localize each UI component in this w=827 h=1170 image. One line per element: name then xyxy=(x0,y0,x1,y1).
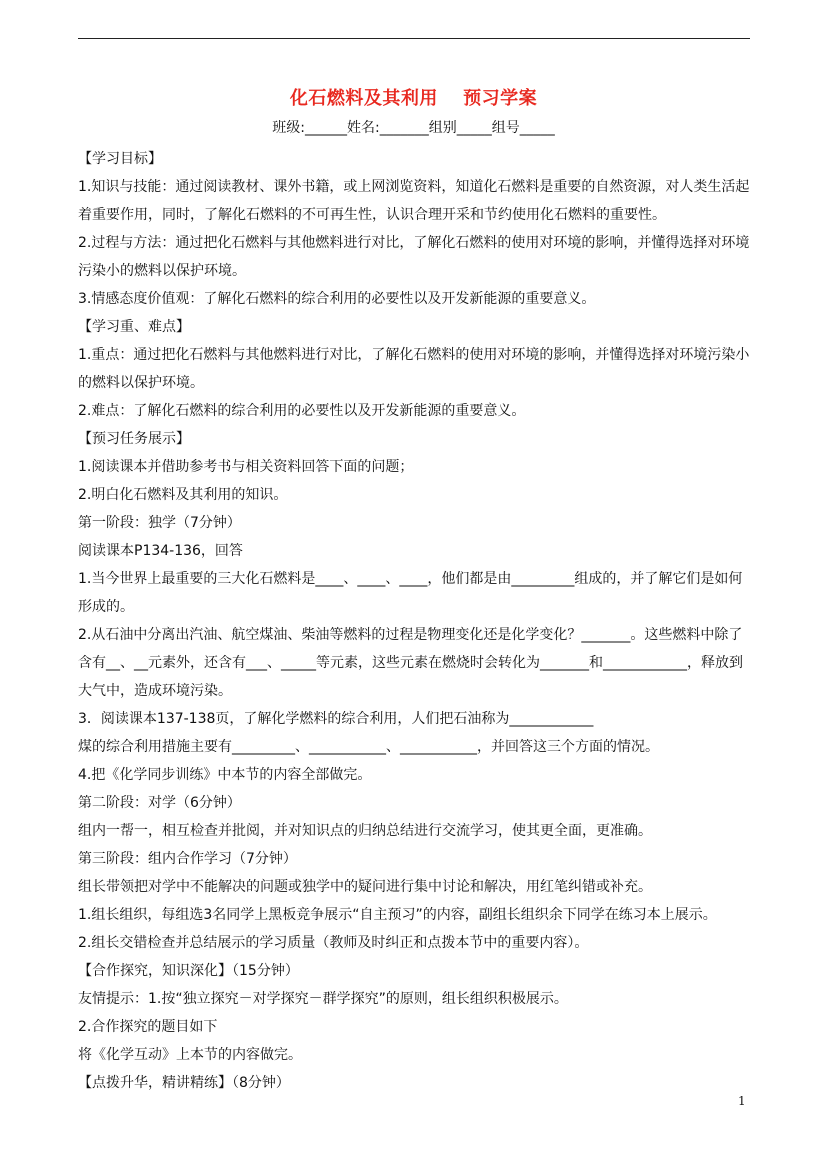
question-3-continued: 煤的综合利用措施主要有_________、___________、___________，并回答这三个方面的情况。 xyxy=(78,739,659,755)
stage-3-heading: 第三阶段：组内合作学习（7分钟） xyxy=(78,851,297,867)
stage-2-text: 组内一帮一，相互检查并批阅，并对知识点的归纳总结进行交流学习，使其更全面，更准确。 xyxy=(78,823,652,839)
question-3: 3．阅读课本137-138页，了解化学燃料的综合利用，人们把石油称为____________ xyxy=(78,711,594,727)
question-2: 2.从石油中分离出汽油、航空煤油、柴油等燃料的过程是物理变化还是化学变化？_______。这些燃料中除了含有__、__元素外，还含有___、_____等元素，这些元素在燃烧时会转化为_______和____________，释放到大气中，造成环境污染。 xyxy=(78,627,743,699)
section-heading-preview-tasks: 【预习任务展示】 xyxy=(78,431,190,447)
page-number: 1 xyxy=(738,1094,746,1108)
document-body xyxy=(78,145,752,1097)
section-heading-objectives: 【学习目标】 xyxy=(78,151,162,167)
section-heading-key-points: 【学习重、难点】 xyxy=(78,319,190,335)
header-rule xyxy=(78,38,750,39)
section-heading-cooperation: 【合作探究，知识深化】（15分钟） xyxy=(78,963,299,979)
stage-3-text: 组长带领把对学中不能解决的问题或独学中的疑问进行集中讨论和解决，用红笔纠错或补充。 xyxy=(78,879,652,895)
student-info-line: 班级:______姓名:_______组别_____组号_____ xyxy=(272,120,555,136)
difficult-point: 2.难点：了解化石燃料的综合利用的必要性以及开发新能源的重要意义。 xyxy=(78,403,526,419)
question-4: 4.把《化学同步训练》中本节的内容全部做完。 xyxy=(78,767,372,783)
cooperation-task: 将《化学互动》上本节的内容做完。 xyxy=(78,1047,302,1063)
cooperation-item-2: 2.合作探究的题目如下 xyxy=(78,1019,218,1035)
objective-knowledge: 1.知识与技能：通过阅读教材、课外书籍，或上网浏览资料，知道化石燃料是重要的自然资源，对人类生活起着重要作用，同时，了解化石燃料的不可再生性，认识合理开采和节约使用化石燃料的重要性。 xyxy=(78,179,750,223)
question-1: 1.当今世界上最重要的三大化石燃料是____、____、____，他们都是由_________组成的，并了解它们是如何形成的。 xyxy=(78,571,743,615)
objective-attitude: 3.情感态度价值观：了解化石燃料的综合利用的必要性以及开发新能源的重要意义。 xyxy=(78,291,596,307)
key-point: 1.重点：通过把化石燃料与其他燃料进行对比，了解化石燃料的使用对环境的影响，并懂得选择对环境污染小的燃料以保护环境。 xyxy=(78,347,750,391)
stage-3-item-1: 1.组长组织，每组选3名同学上黑板竞争展示“自主预习”的内容，副组长组织余下同学在练习本上展示。 xyxy=(78,907,717,923)
stage-2-heading: 第二阶段：对学（6分钟） xyxy=(78,795,241,811)
reading-instruction: 阅读课本P134-136，回答 xyxy=(78,543,243,559)
friendly-tip: 友情提示：1.按“独立探究－对学探究－群学探究”的原则，组长组织积极展示。 xyxy=(78,991,568,1007)
stage-1-heading: 第一阶段：独学（7分钟） xyxy=(78,515,241,531)
section-heading-summary: 【点拨升华，精讲精练】（8分钟） xyxy=(78,1075,290,1091)
preview-task-1: 1.阅读课本并借助参考书与相关资料回答下面的问题； xyxy=(78,459,414,475)
objective-process: 2.过程与方法：通过把化石燃料与其他燃料进行对比，了解化石燃料的使用对环境的影响，并懂得选择对环境污染小的燃料以保护环境。 xyxy=(78,235,750,279)
document-title: 化石燃料及其利用 预习学案 xyxy=(289,88,538,109)
stage-3-item-2: 2.组长交错检查并总结展示的学习质量（教师及时纠正和点拨本节中的重要内容）。 xyxy=(78,935,589,951)
preview-task-2: 2.明白化石燃料及其利用的知识。 xyxy=(78,487,288,503)
